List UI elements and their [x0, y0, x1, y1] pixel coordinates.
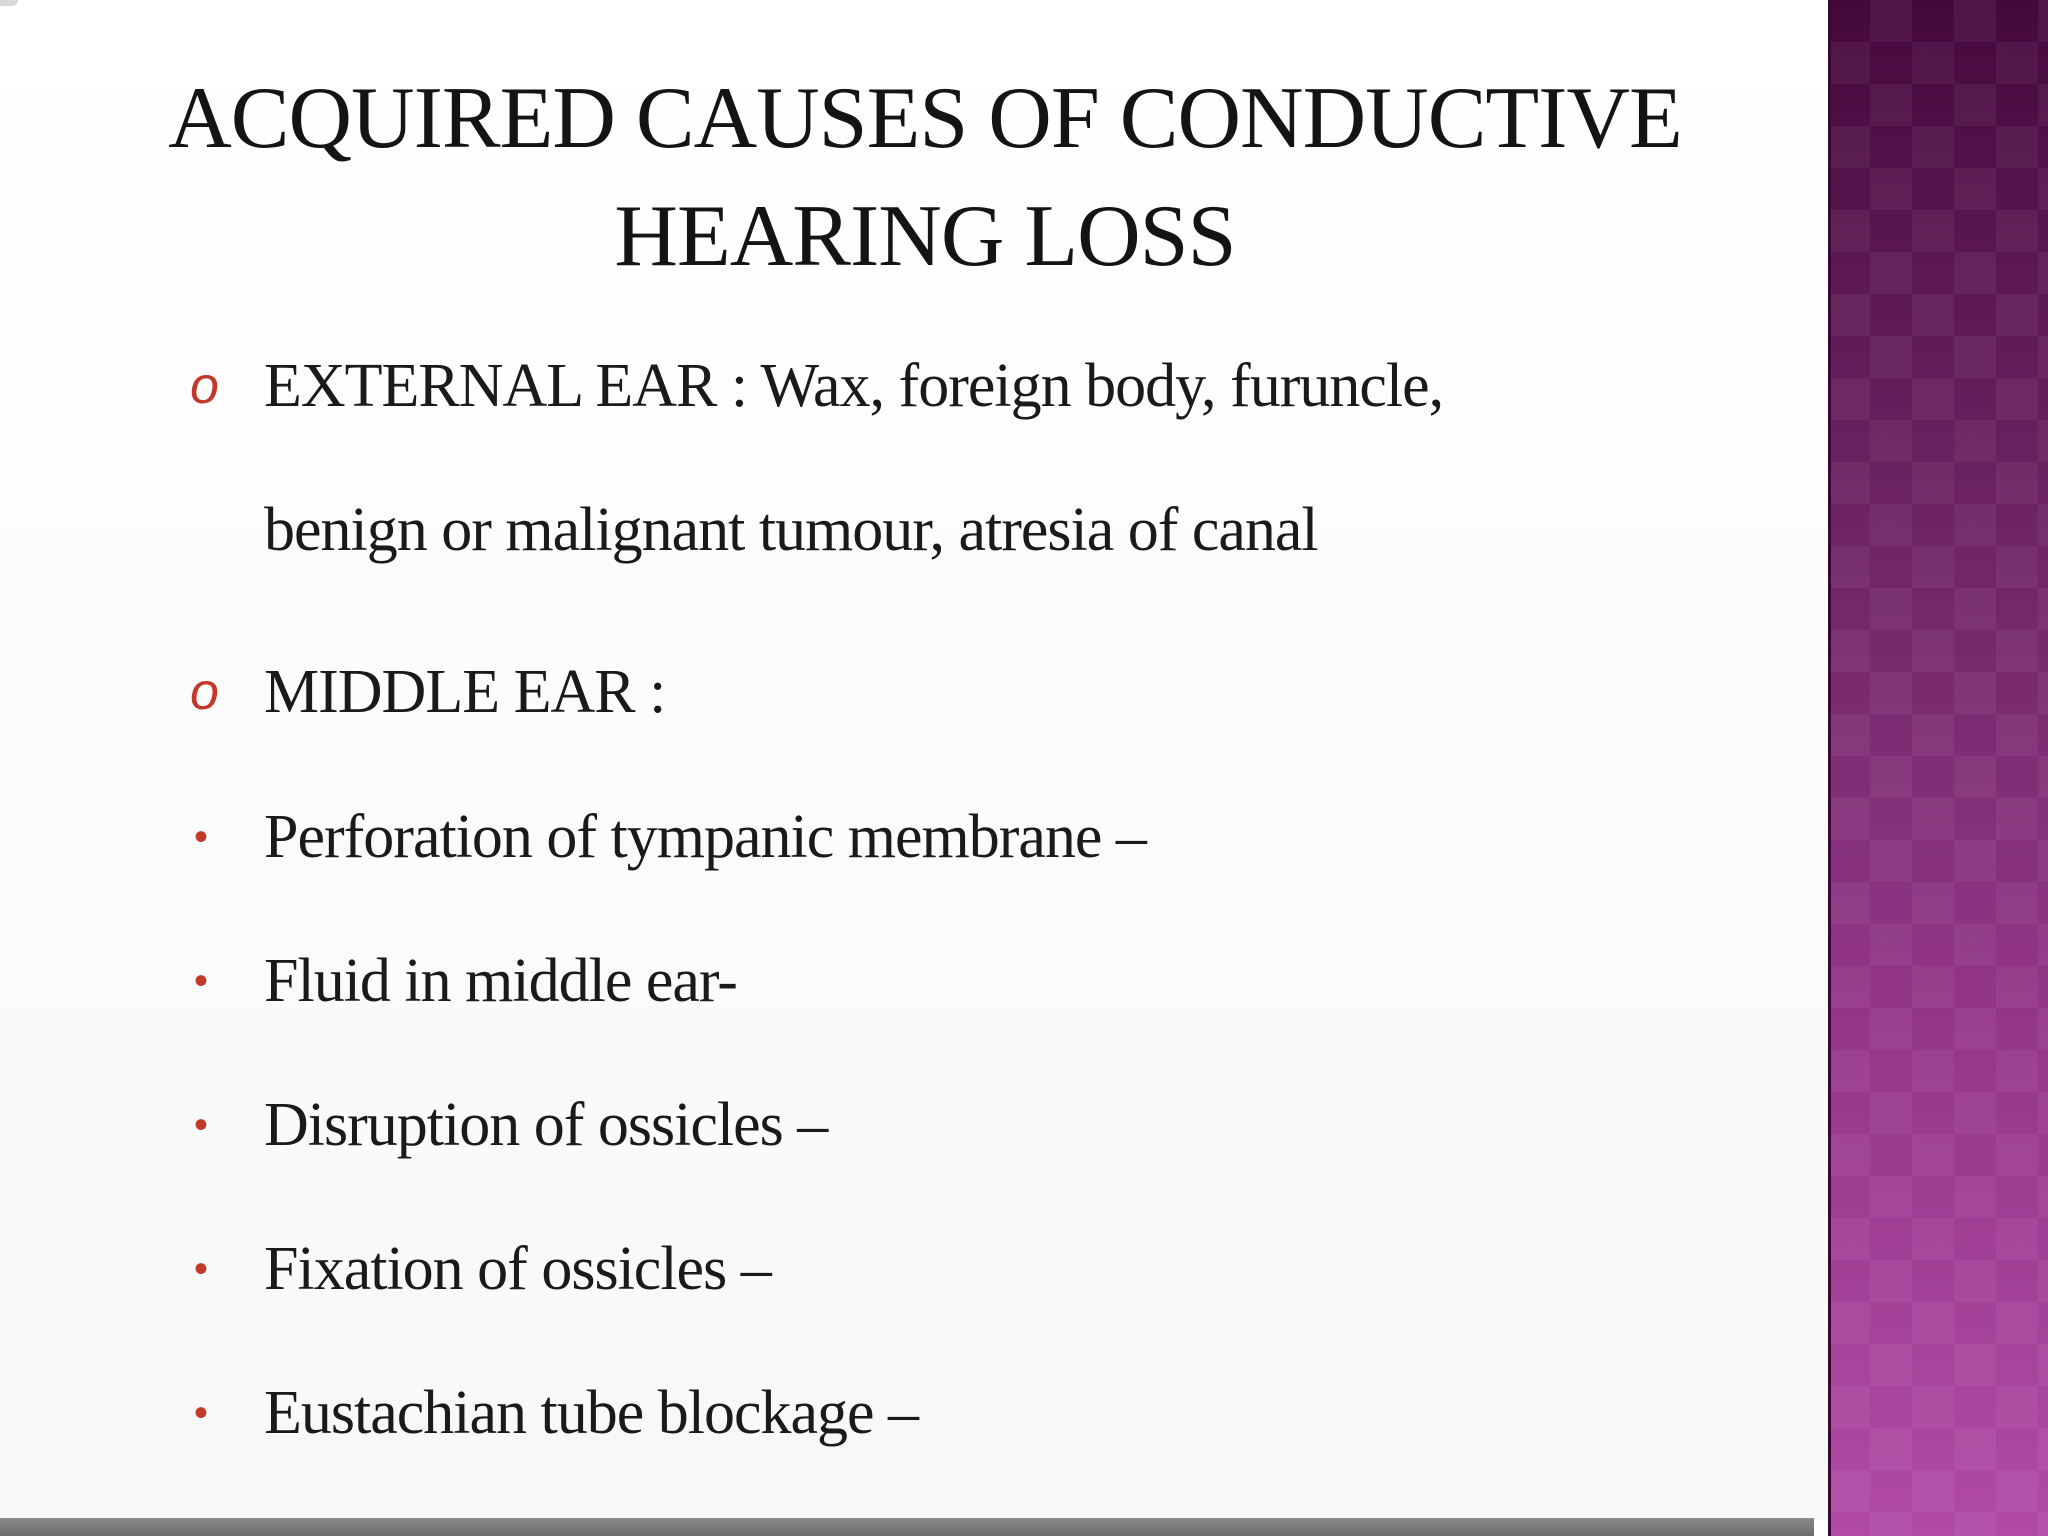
middle-ear-label: MIDDLE EAR :	[264, 658, 666, 726]
diamond-pattern	[1828, 0, 2048, 1536]
hollow-circle-icon: o	[190, 663, 219, 721]
video-progress-bar[interactable]	[0, 1518, 1814, 1536]
bullet-dot-icon: •	[194, 815, 209, 859]
middle-ear-item-text: Disruption of ossicles –	[264, 1091, 828, 1159]
external-ear-continuation: benign or malignant tumour, atresia of canal	[264, 496, 1318, 564]
bullet-dot-icon: •	[194, 959, 209, 1003]
external-ear-label: EXTERNAL EAR : Wax, foreign body, furuncle,	[264, 352, 1444, 420]
bullet-dot-icon: •	[194, 1103, 209, 1147]
slide-title: ACQUIRED CAUSES OF CONDUCTIVE HEARING LOSS	[168, 70, 1682, 285]
side-panel-edge	[1828, 0, 1831, 1536]
middle-ear-item-text: Perforation of tympanic membrane –	[264, 803, 1146, 871]
decorative-side-panel	[1828, 0, 2048, 1536]
middle-ear-item-text: Fixation of ossicles –	[264, 1235, 771, 1303]
bullet-dot-icon: •	[194, 1247, 209, 1291]
middle-ear-item-text: Fluid in middle ear-	[264, 947, 737, 1015]
hollow-circle-icon: o	[190, 357, 219, 415]
middle-ear-item-text: Eustachian tube blockage –	[264, 1379, 919, 1447]
bullet-dot-icon: •	[194, 1391, 209, 1435]
